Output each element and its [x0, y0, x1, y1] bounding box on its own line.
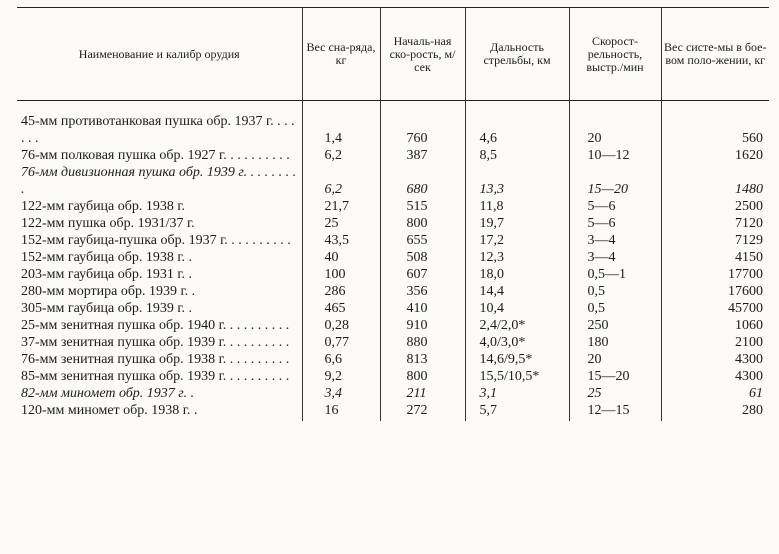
table-row [17, 351, 769, 368]
cell-rate: 20 [569, 351, 661, 368]
header-weight: Вес сна-ряда, кг [302, 8, 380, 101]
cell-weight: 465 [302, 300, 380, 317]
cell-rate: 20 [569, 113, 661, 147]
cell-rate: 3—4 [569, 232, 661, 249]
cell-range: 13,3 [465, 164, 569, 198]
cell-mass: 1060 [661, 317, 769, 334]
cell-rate: 10—12 [569, 147, 661, 164]
table-row [17, 266, 769, 283]
cell-weight: 3,4 [302, 385, 380, 402]
cell-velocity: 410 [380, 300, 465, 317]
table-row [17, 164, 769, 198]
cell-range: 15,5/10,5* [465, 368, 569, 385]
cell-rate: 0,5 [569, 283, 661, 300]
cell-weight: 43,5 [302, 232, 380, 249]
cell-name: 37-мм зенитная пушка обр. 1939 г. . . . . . . . . . [21, 335, 290, 350]
table-row [17, 300, 769, 317]
cell-range: 5,7 [465, 402, 569, 421]
cell-name: 76-мм зенитная пушка обр. 1938 г. . . . . . . . . . [21, 352, 290, 367]
cell-mass: 560 [661, 113, 769, 147]
cell-velocity: 800 [380, 368, 465, 385]
cell-mass: 61 [661, 385, 769, 402]
cell-rate: 250 [569, 317, 661, 334]
cell-velocity: 508 [380, 249, 465, 266]
cell-velocity: 387 [380, 147, 465, 164]
table-row [17, 385, 769, 402]
cell-velocity: 607 [380, 266, 465, 283]
cell-rate: 180 [569, 334, 661, 351]
cell-weight: 6,6 [302, 351, 380, 368]
cell-weight: 6,2 [302, 147, 380, 164]
cell-name: 82-мм миномет обр. 1937 г. . [21, 386, 195, 401]
cell-weight: 286 [302, 283, 380, 300]
cell-weight: 9,2 [302, 368, 380, 385]
table-row [17, 198, 769, 215]
cell-weight: 40 [302, 249, 380, 266]
table-row [17, 317, 769, 334]
cell-mass: 280 [661, 402, 769, 421]
cell-weight: 100 [302, 266, 380, 283]
cell-name: 152-мм гаубица-пушка обр. 1937 г. . . . . . . . . . [21, 233, 291, 248]
cell-weight: 25 [302, 215, 380, 232]
cell-velocity: 910 [380, 317, 465, 334]
cell-rate: 15—20 [569, 164, 661, 198]
cell-weight: 0,77 [302, 334, 380, 351]
table-row [17, 215, 769, 232]
cell-velocity: 211 [380, 385, 465, 402]
cell-mass: 4150 [661, 249, 769, 266]
cell-rate: 3—4 [569, 249, 661, 266]
cell-rate: 15—20 [569, 368, 661, 385]
cell-weight: 16 [302, 402, 380, 421]
cell-velocity: 272 [380, 402, 465, 421]
cell-mass: 7129 [661, 232, 769, 249]
cell-mass: 1480 [661, 164, 769, 198]
cell-weight: 1,4 [302, 113, 380, 147]
cell-name: 76-мм полковая пушка обр. 1927 г. . . . . . . . . . [21, 148, 290, 163]
cell-name: 85-мм зенитная пушка обр. 1939 г. . . . . . . . . . [21, 369, 290, 384]
header-range: Дальность стрельбы, км [465, 8, 569, 101]
cell-name: 76-мм дивизионная пушка обр. 1939 г. . . . . . . . . [21, 165, 297, 197]
cell-range: 12,3 [465, 249, 569, 266]
cell-name: 305-мм гаубица обр. 1939 г. . [21, 301, 193, 316]
cell-range: 4,6 [465, 113, 569, 147]
cell-mass: 17700 [661, 266, 769, 283]
cell-mass: 2500 [661, 198, 769, 215]
header-mass: Вес систе-мы в бое-вом поло-жении, кг [661, 8, 769, 101]
cell-mass: 4300 [661, 368, 769, 385]
table-row [17, 232, 769, 249]
cell-range: 14,6/9,5* [465, 351, 569, 368]
cell-range: 11,8 [465, 198, 569, 215]
cell-rate: 0,5—1 [569, 266, 661, 283]
table-row [17, 113, 769, 147]
header-rate: Скорост-рельность, выстр./мин [569, 8, 661, 101]
cell-range: 2,4/2,0* [465, 317, 569, 334]
cell-velocity: 356 [380, 283, 465, 300]
cell-name: 25-мм зенитная пушка обр. 1940 г. . . . . . . . . . [21, 318, 290, 333]
cell-rate: 0,5 [569, 300, 661, 317]
table-row [17, 368, 769, 385]
cell-mass: 45700 [661, 300, 769, 317]
cell-name: 280-мм мортира обр. 1939 г. . [21, 284, 196, 299]
table-row [17, 283, 769, 300]
table-row [17, 249, 769, 266]
cell-velocity: 880 [380, 334, 465, 351]
cell-name: 152-мм гаубица обр. 1938 г. . [21, 250, 193, 265]
cell-velocity: 760 [380, 113, 465, 147]
cell-range: 14,4 [465, 283, 569, 300]
cell-rate: 5—6 [569, 215, 661, 232]
cell-range: 4,0/3,0* [465, 334, 569, 351]
cell-mass: 7120 [661, 215, 769, 232]
cell-weight: 21,7 [302, 198, 380, 215]
cell-range: 17,2 [465, 232, 569, 249]
cell-weight: 0,28 [302, 317, 380, 334]
header-velocity: Началь-ная ско-рость, м/сек [380, 8, 465, 101]
artillery-table [17, 7, 769, 421]
cell-rate: 25 [569, 385, 661, 402]
cell-range: 8,5 [465, 147, 569, 164]
cell-weight: 6,2 [302, 164, 380, 198]
cell-mass: 1620 [661, 147, 769, 164]
cell-name: 122-мм гаубица обр. 1938 г. [21, 199, 186, 214]
table-row [17, 147, 769, 164]
spacer-row [17, 101, 769, 114]
cell-name: 122-мм пушка обр. 1931/37 г. [21, 216, 195, 231]
cell-rate: 12—15 [569, 402, 661, 421]
cell-name: 45-мм противотанковая пушка обр. 1937 г. . . . . . . [21, 114, 295, 146]
table-row [17, 402, 769, 421]
cell-mass: 2100 [661, 334, 769, 351]
header-row [17, 8, 769, 101]
cell-name: 120-мм миномет обр. 1938 г. . [21, 403, 198, 418]
table-row [17, 334, 769, 351]
cell-range: 3,1 [465, 385, 569, 402]
cell-mass: 4300 [661, 351, 769, 368]
cell-velocity: 515 [380, 198, 465, 215]
cell-name: 203-мм гаубица обр. 1931 г. . [21, 267, 193, 282]
cell-velocity: 680 [380, 164, 465, 198]
cell-velocity: 813 [380, 351, 465, 368]
cell-rate: 5—6 [569, 198, 661, 215]
cell-range: 10,4 [465, 300, 569, 317]
cell-mass: 17600 [661, 283, 769, 300]
cell-range: 19,7 [465, 215, 569, 232]
cell-range: 18,0 [465, 266, 569, 283]
header-name: Наименование и калибр орудия [17, 8, 302, 101]
cell-velocity: 655 [380, 232, 465, 249]
cell-velocity: 800 [380, 215, 465, 232]
